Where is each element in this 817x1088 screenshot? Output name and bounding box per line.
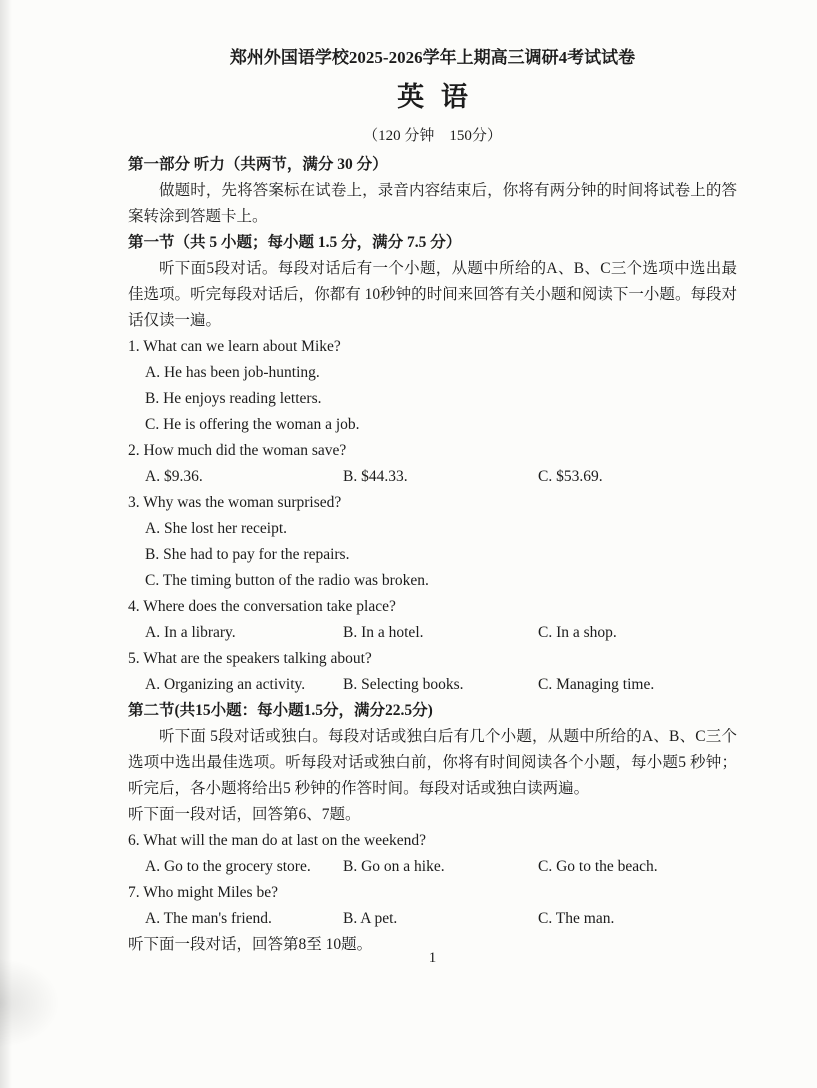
- dialog-intro-8-10: 听下面一段对话，回答第8至 10题。: [128, 936, 373, 953]
- question-7-option-c: C. The man.: [538, 910, 615, 927]
- question-4: [128, 594, 737, 646]
- question-6-text: What will the man do at last on the weekend?: [143, 832, 427, 849]
- question-4-text: Where does the conversation take place?: [143, 598, 396, 615]
- question-2-option-b: B. $44.33.: [343, 468, 408, 485]
- question-3-number: 3.: [128, 494, 140, 511]
- question-4-number: 4.: [128, 598, 140, 615]
- question-6-option-b: B. Go on a hike.: [343, 858, 445, 875]
- question-2-text: How much did the woman save?: [143, 442, 347, 459]
- question-3-option-b: B. She had to pay for the repairs.: [145, 546, 350, 563]
- question-6-option-a: A. Go to the grocery store.: [145, 858, 311, 875]
- question-3: [128, 490, 737, 594]
- question-6: [128, 828, 737, 880]
- question-2-option-a: A. $9.36.: [145, 468, 203, 485]
- question-6-option-c: C. Go to the beach.: [538, 858, 658, 875]
- question-7-option-a: A. The man's friend.: [145, 910, 272, 927]
- question-2-number: 2.: [128, 442, 140, 459]
- question-1-text: What can we learn about Mike?: [143, 338, 341, 355]
- question-5-option-c: C. Managing time.: [538, 676, 655, 693]
- question-7-option-b: B. A pet.: [343, 910, 398, 927]
- question-3-text: Why was the woman surprised?: [143, 494, 342, 511]
- question-4-option-c: C. In a shop.: [538, 624, 617, 641]
- question-3-option-c: C. The timing button of the radio was broken.: [145, 572, 429, 589]
- question-1-option-c: C. He is offering the woman a job.: [145, 416, 360, 433]
- duration-score: （120 分钟 150分）: [363, 128, 502, 144]
- school-title: 郑州外国语学校2025-2026学年上期高三调研4考试试卷: [229, 48, 636, 67]
- question-2: [128, 438, 737, 490]
- dialog-intro-6-7: 听下面一段对话，回答第6、7题。: [128, 806, 361, 823]
- section1-instructions: 听下面5段对话。每段对话后有一个小题，从题中所给的A、B、C三个选项中选出最佳选项。听完每段对话后，你都有 10秒钟的时间来回答有关小题和阅读下一小题。每段对话仅读一遍。: [128, 260, 737, 329]
- section2-instructions: 听下面 5段对话或独白。每段对话或独白后有几个小题，从题中所给的A、B、C三个选项中选出最佳选项。听每段对话或独白前，你将有时间阅读各个小题，每小题5 秒钟；听完后，各小题将给出5 秒钟的作答时间。每段对话或独白读两遍。: [128, 728, 737, 797]
- question-2-option-c: C. $53.69.: [538, 468, 603, 485]
- question-7-number: 7.: [128, 884, 140, 901]
- part1-note: 做题时，先将答案标在试卷上，录音内容结束后，你将有两分钟的时间将试卷上的答案转涂到答题卡上。: [128, 182, 737, 225]
- question-1-option-a: A. He has been job-hunting.: [145, 364, 320, 381]
- question-5: [128, 646, 737, 698]
- question-3-option-a: A. She lost her receipt.: [145, 520, 288, 537]
- question-5-number: 5.: [128, 650, 140, 667]
- question-6-number: 6.: [128, 832, 140, 849]
- question-1: [128, 334, 737, 438]
- question-4-option-a: A. In a library.: [145, 624, 236, 641]
- section2-heading: 第二节(共15小题：每小题1.5分，满分22.5分): [128, 702, 433, 719]
- question-5-option-b: B. Selecting books.: [343, 676, 464, 693]
- question-1-option-b: B. He enjoys reading letters.: [145, 390, 322, 407]
- part1-heading: 第一部分 听力（共两节，满分 30 分）: [128, 156, 388, 173]
- page-number: 1: [428, 950, 437, 966]
- question-1-number: 1.: [128, 338, 140, 355]
- section1-heading: 第一节（共 5 小题；每小题 1.5 分，满分 7.5 分）: [128, 234, 462, 251]
- question-5-option-a: A. Organizing an activity.: [145, 676, 306, 693]
- question-4-option-b: B. In a hotel.: [343, 624, 424, 641]
- question-7-text: Who might Miles be?: [143, 884, 278, 901]
- question-5-text: What are the speakers talking about?: [143, 650, 372, 667]
- question-7: [128, 880, 737, 932]
- subject-title: 英 语: [397, 82, 468, 112]
